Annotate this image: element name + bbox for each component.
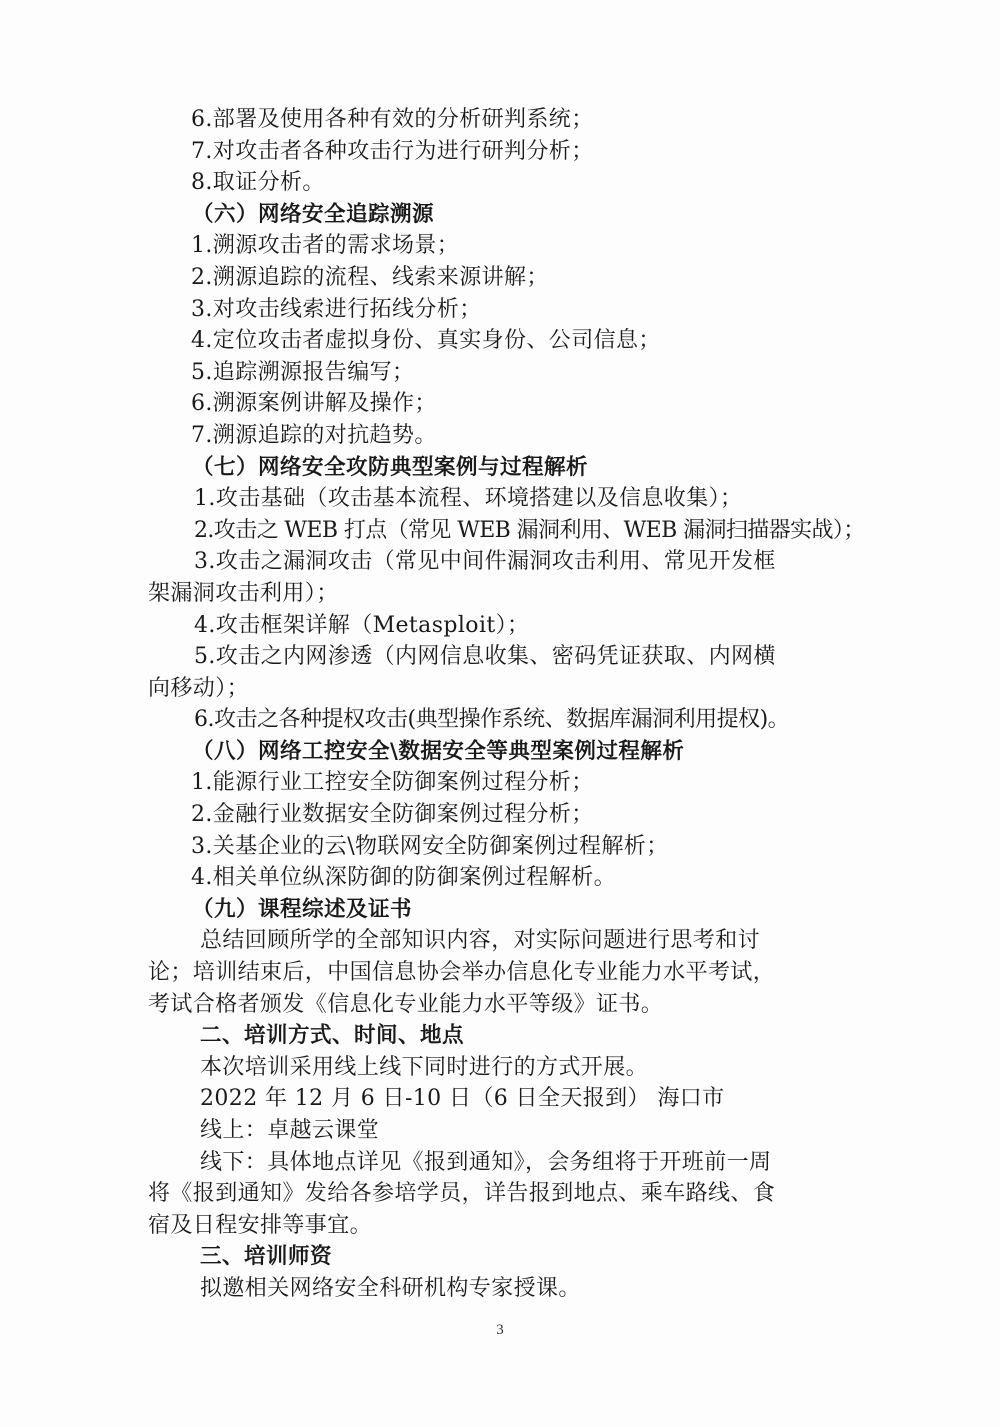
list-item: 6.溯源案例讲解及操作； [191,391,437,417]
list-item: 1.溯源攻击者的需求场景； [191,233,460,259]
list-item: 6.攻击之各种提权攻击(典型操作系统、数据库漏洞利用提权)。 [194,707,790,733]
paragraph-line: 宿及日程安排等事宜。 [148,1212,373,1238]
list-item: 2.金融行业数据安全防御案例过程分析； [191,802,594,828]
list-item-continuation: 向移动）； [148,675,250,701]
paragraph-line: 将《报到通知》发给各参培学员，详告报到地点、乘车路线、食 [148,1181,776,1207]
section-heading-7: （七）网络安全攻防典型案例与过程解析 [192,454,589,480]
paragraph-line: 总结回顾所学的全部知识内容，对实际问题进行思考和讨 [200,928,761,954]
list-item: 3.对攻击线索进行拓线分析； [191,296,482,322]
list-item: 1.攻击基础（攻击基本流程、环境搭建以及信息收集）； [194,486,743,512]
list-item: 5.追踪溯源报告编写； [191,359,415,385]
list-item-continuation: 架漏洞攻击利用）； [148,580,339,606]
page-body [148,104,868,1305]
paragraph-line: 论；培训结束后，中国信息协会举办信息化专业能力水平考试， [148,960,776,986]
paragraph-line: 线下：具体地点详见《报到通知》，会务组将于开班前一周 [200,1149,772,1175]
list-item: 4.攻击框架详解（Metasploit）； [194,612,530,638]
list-item: 4.相关单位纵深防御的防御案例过程解析。 [191,865,616,891]
list-item: 8.取证分析。 [191,170,325,196]
paragraph-line: 线上：卓越云课堂 [200,1118,380,1143]
list-item: 2.溯源追踪的流程、线索来源讲解； [191,264,549,290]
list-item: 1.能源行业工控安全防御案例过程分析； [191,770,594,796]
list-item: 7.溯源追踪的对抗趋势。 [191,422,437,448]
part-heading-3: 三、培训师资 [200,1244,333,1270]
paragraph-line: 2022 年 12 月 6 日-10 日（6 日全天报到） 海口市 [200,1086,725,1112]
section-heading-8: （八）网络工控安全\数据安全等典型案例过程解析 [192,738,685,764]
list-item: 7.对攻击者各种攻击行为进行研判分析； [191,138,594,164]
list-item: 6.部署及使用各种有效的分析研判系统； [191,107,594,132]
section-heading-6: （六）网络安全追踪溯源 [192,201,435,227]
paragraph-line: 考试合格者颁发《信息化专业能力水平等级》证书。 [148,991,664,1017]
list-item: 4.定位攻击者虚拟身份、真实身份、公司信息； [191,328,661,354]
list-item: 3.攻击之漏洞攻击（常见中间件漏洞攻击利用、常见开发框 [194,549,776,575]
paragraph-line: 拟邀相关网络安全科研机构专家授课。 [200,1275,581,1301]
part-heading-2: 二、培训方式、时间、地点 [200,1023,465,1049]
section-heading-9: （九）课程综述及证书 [192,896,413,922]
page-number: 3 [496,1322,504,1338]
paragraph-line: 本次培训采用线上线下同时进行的方式开展。 [200,1054,649,1080]
list-item: 3.关基企业的云\物联网安全防御案例过程解析； [191,833,669,859]
list-item: 2.攻击之 WEB 打点（常见 WEB 漏洞利用、WEB 漏洞扫描器实战）； [194,517,865,543]
list-item: 5.攻击之内网渗透（内网信息收集、密码凭证获取、内网横 [194,644,776,670]
